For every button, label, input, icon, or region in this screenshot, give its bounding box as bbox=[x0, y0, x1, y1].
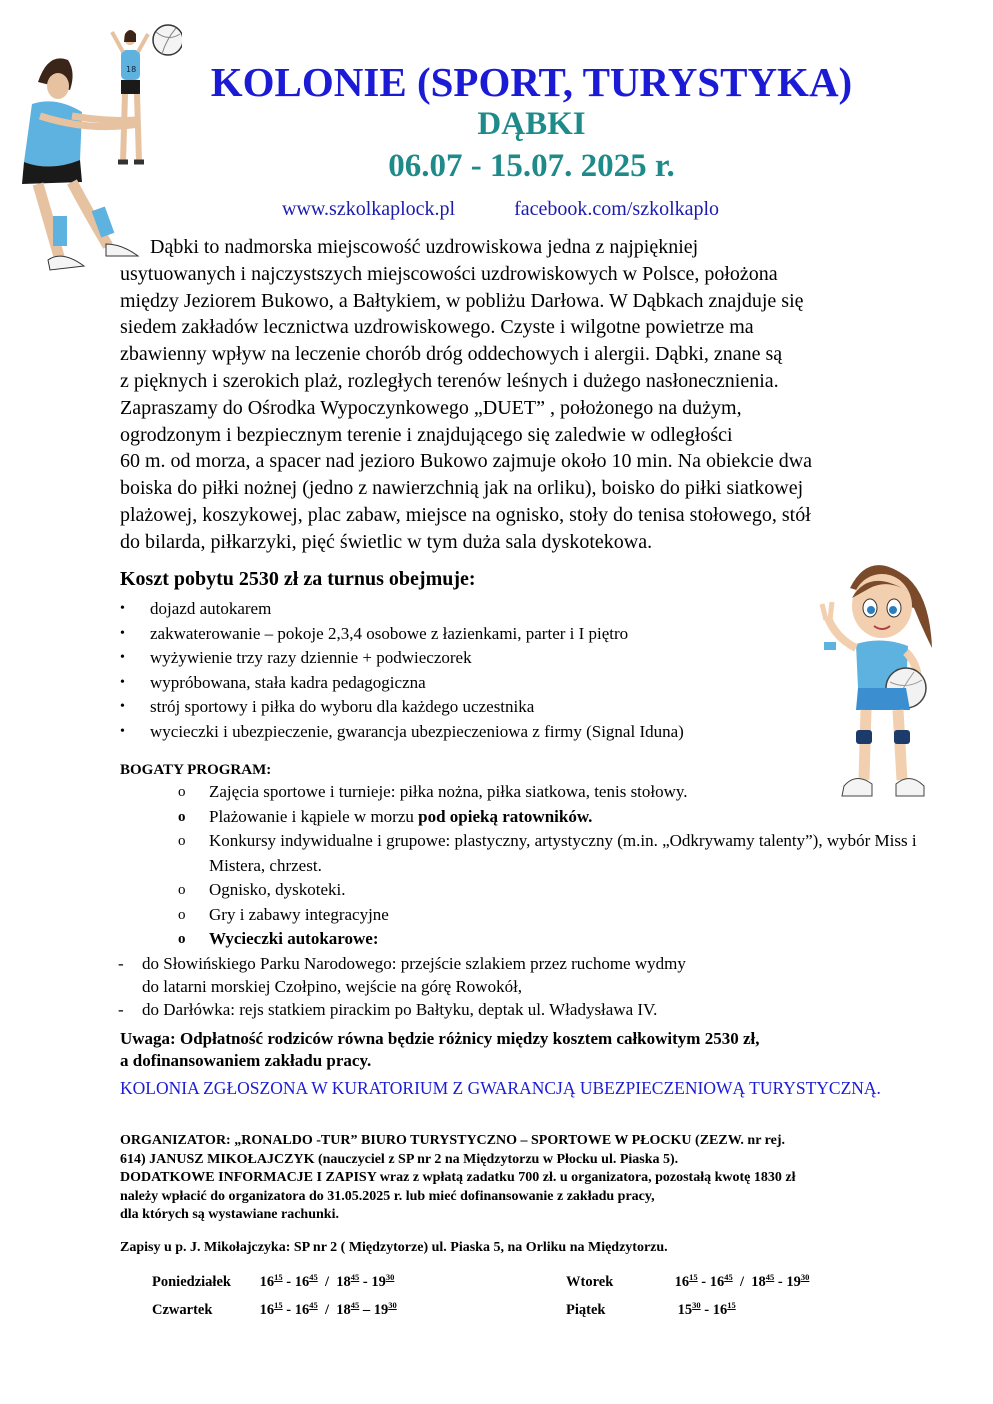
list-item-text: strój sportowy i piłka do wyboru dla każdego uczestnika bbox=[150, 697, 535, 717]
intro-line: Zapraszamy do Ośrodka Wypoczynkowego „DUET” , położonego na dużym, bbox=[120, 396, 742, 419]
bullet: o bbox=[178, 808, 186, 825]
schedule-row-tuesday: Wtorek $16^{15} - 16^{45} / 18^{45} - 19^{30}$ bbox=[566, 1272, 810, 1290]
schedule-row-monday: Poniedziałek $16^{15} - 16^{45} / 18^{45} - 19^{30}$ bbox=[152, 1272, 395, 1290]
bullet: o bbox=[178, 882, 186, 898]
bullet: o bbox=[178, 906, 186, 923]
facebook-link[interactable]: facebook.com/szkolkaplo bbox=[514, 198, 720, 220]
organizer-line: dla których są wystawiane rachunki. bbox=[120, 1207, 339, 1222]
intro-paragraph bbox=[120, 234, 932, 556]
list-item bbox=[178, 805, 958, 830]
program-heading: BOGATY PROGRAM: bbox=[120, 762, 272, 778]
dash: - bbox=[118, 954, 124, 973]
list-item bbox=[118, 952, 918, 975]
list-item-text: Wycieczki autokarowe: bbox=[209, 929, 379, 948]
place-name: DĄBKI bbox=[477, 106, 586, 142]
dash: - bbox=[118, 1000, 124, 1019]
schedule-row-thursday: Czwartek $16^{15} - 16^{45} / 18^{45} - 19^{30}$ bbox=[152, 1300, 397, 1318]
list-item-continuation bbox=[118, 975, 918, 998]
website-link[interactable]: www.szkolkaplock.pl bbox=[282, 198, 456, 220]
list-item-text: wypróbowana, stała kadra pedagogiczna bbox=[150, 672, 426, 692]
bullet: • bbox=[120, 699, 125, 715]
cost-heading: Koszt pobytu 2530 zł za turnus obejmuje: bbox=[120, 568, 476, 590]
organizer-line: DODATKOWE INFORMACJE I ZAPISY wraz z wpłatą zadatku 700 zł. u organizatora, pozostałą kwotę 1830 zł bbox=[120, 1170, 796, 1185]
organizer-line: należy wpłacić do organizatora do 31.05.2025 r. lub mieć dofinansowanie z zakładu pracy, bbox=[120, 1188, 655, 1204]
list-item-text: do Słowińskiego Parku Narodowego: przejście szlakiem przez ruchome wydmy bbox=[142, 954, 686, 973]
bullet: o bbox=[178, 833, 186, 849]
list-item bbox=[178, 829, 958, 878]
list-item bbox=[178, 780, 958, 805]
intro-line: zbawienny wpływ na leczenie chorób dróg oddechowych i alergii. Dąbki, znane są bbox=[120, 343, 783, 366]
list-item bbox=[178, 903, 958, 928]
schedule-row-friday: Piątek $15^{30} - 16^{15}$ bbox=[566, 1300, 736, 1318]
list-item bbox=[120, 671, 820, 696]
intro-line: 60 m. od morza, a spacer nad jezioro Bukowo zajmuje około 10 min. Na obiekcie dwa bbox=[120, 450, 813, 473]
list-item-text: do latarni morskiej Czołpino, wejście na górę Rowokół, bbox=[142, 977, 523, 996]
day-label: Wtorek bbox=[566, 1273, 614, 1290]
bullet: o bbox=[178, 784, 186, 800]
list-item bbox=[118, 998, 918, 1021]
intro-line: siedem zakładów lecznictwa uzdrowiskowego. Czyste i wilgotne powietrze ma bbox=[120, 316, 754, 339]
day-label: Piątek bbox=[566, 1301, 606, 1318]
list-item bbox=[178, 927, 958, 952]
insurance-statement: KOLONIA ZGŁOSZONA W KURATORIUM Z GWARANCJĄ UBEZPIECZENIOWĄ TURYSTYCZNĄ. bbox=[120, 1078, 881, 1098]
cost-list bbox=[120, 597, 820, 744]
bullet: • bbox=[120, 723, 125, 739]
intro-line: plażowej, koszykowej, plac zabaw, miejsce na ognisko, stoły do tenisa stołowego, stół bbox=[120, 503, 811, 526]
list-item bbox=[120, 646, 820, 671]
list-item-text: do Darłówka: rejs statkiem pirackim po Bałtyku, deptak ul. Władysława IV. bbox=[142, 1000, 658, 1019]
organizer-line: ORGANIZATOR: „RONALDO -TUR” BIURO TURYSTYCZNO – SPORTOWE W PŁOCKU (ZEZW. nr rej. bbox=[120, 1133, 786, 1148]
bullet: • bbox=[120, 650, 125, 666]
organizer-info bbox=[120, 1132, 950, 1225]
svg-text:18: 18 bbox=[126, 65, 137, 74]
list-item-text: wyżywienie trzy razy dziennie + podwieczorek bbox=[150, 648, 472, 668]
camp-dates: 06.07 - 15.07. 2025 r. bbox=[388, 148, 675, 184]
intro-line: z pięknych i szerokich plaż, rozległych terenów leśnych i dużego nasłonecznienia. bbox=[120, 369, 779, 392]
intro-line: usytuowanych i najczystszych miejscowości uzdrowiskowych w Polsce, położona bbox=[120, 262, 778, 285]
notice-line: a dofinansowaniem zakładu pracy. bbox=[120, 1051, 372, 1070]
list-item bbox=[120, 622, 820, 647]
list-item bbox=[120, 720, 820, 745]
list-item-text: dojazd autokarem bbox=[150, 599, 272, 619]
intro-line: Dąbki to nadmorska miejscowość uzdrowiskowa jedna z najpiękniej bbox=[150, 236, 699, 258]
notice-line: Uwaga: Odpłatność rodziców równa będzie różnicy między kosztem całkowitym 2530 zł, bbox=[120, 1029, 760, 1048]
bullet: • bbox=[120, 674, 125, 690]
intro-line: ogrodzonym i bezpiecznym terenie i znajdującego się zaledwie w odległości bbox=[120, 423, 733, 446]
day-label: Czwartek bbox=[152, 1301, 213, 1318]
list-item-text: Zajęcia sportowe i turnieje: piłka nożna, piłka siatkowa, tenis stołowy. bbox=[209, 782, 688, 801]
list-item-text: Plażowanie i kąpiele w morzu pod opieką ratowników. bbox=[209, 806, 593, 826]
list-item-text: Ognisko, dyskoteki. bbox=[209, 880, 346, 899]
day-label: Poniedziałek bbox=[152, 1273, 231, 1290]
program-list bbox=[178, 780, 958, 952]
registration-info: Zapisy u p. J. Mikołajczyka: SP nr 2 ( Międzytorze) ul. Piaska 5, na Orliku na Międzytorzu. bbox=[120, 1240, 668, 1255]
bullet: • bbox=[120, 625, 125, 641]
girl-with-ball-illustration bbox=[810, 548, 952, 810]
notice bbox=[120, 1028, 940, 1072]
list-item bbox=[120, 695, 820, 720]
bullet: • bbox=[120, 601, 125, 617]
links-row bbox=[282, 198, 773, 221]
list-item bbox=[120, 597, 820, 622]
intro-line: między Jeziorem Bukowo, a Bałtykiem, w pobliżu Darłowa. W Dąbkach znajduje się bbox=[120, 289, 804, 312]
list-item bbox=[178, 878, 958, 903]
organizer-line: 614) JANUSZ MIKOŁAJCZYK (nauczyciel z SP nr 2 na Międzytorzu w Płocku ul. Piaska 5). bbox=[120, 1151, 679, 1167]
trips-list bbox=[118, 952, 918, 1021]
list-item-text: wycieczki i ubezpieczenie, gwarancja ubezpieczeniowa z firmy (Signal Iduna) bbox=[150, 721, 684, 741]
intro-line: boiska do piłki nożnej (jedno z nawierzchnią jak na orliku), boisko do piłki siatkowej bbox=[120, 477, 804, 500]
list-item-text: Gry i zabawy integracyjne bbox=[209, 904, 389, 924]
list-item-text: Konkursy indywidualne i grupowe: plastyczny, artystyczny (m.in. „Odkrywamy talenty”), wybór Miss i Mistera, chrzest. bbox=[209, 831, 917, 875]
intro-line: do bilarda, piłkarzyki, pięć świetlic w tym duża sala dyskotekowa. bbox=[120, 530, 653, 553]
bullet: o bbox=[178, 931, 186, 947]
page-title: KOLONIE (SPORT, TURYSTYKA) bbox=[210, 59, 853, 105]
list-item-text: zakwaterowanie – pokoje 2,3,4 osobowe z łazienkami, parter i I piętro bbox=[150, 623, 629, 643]
